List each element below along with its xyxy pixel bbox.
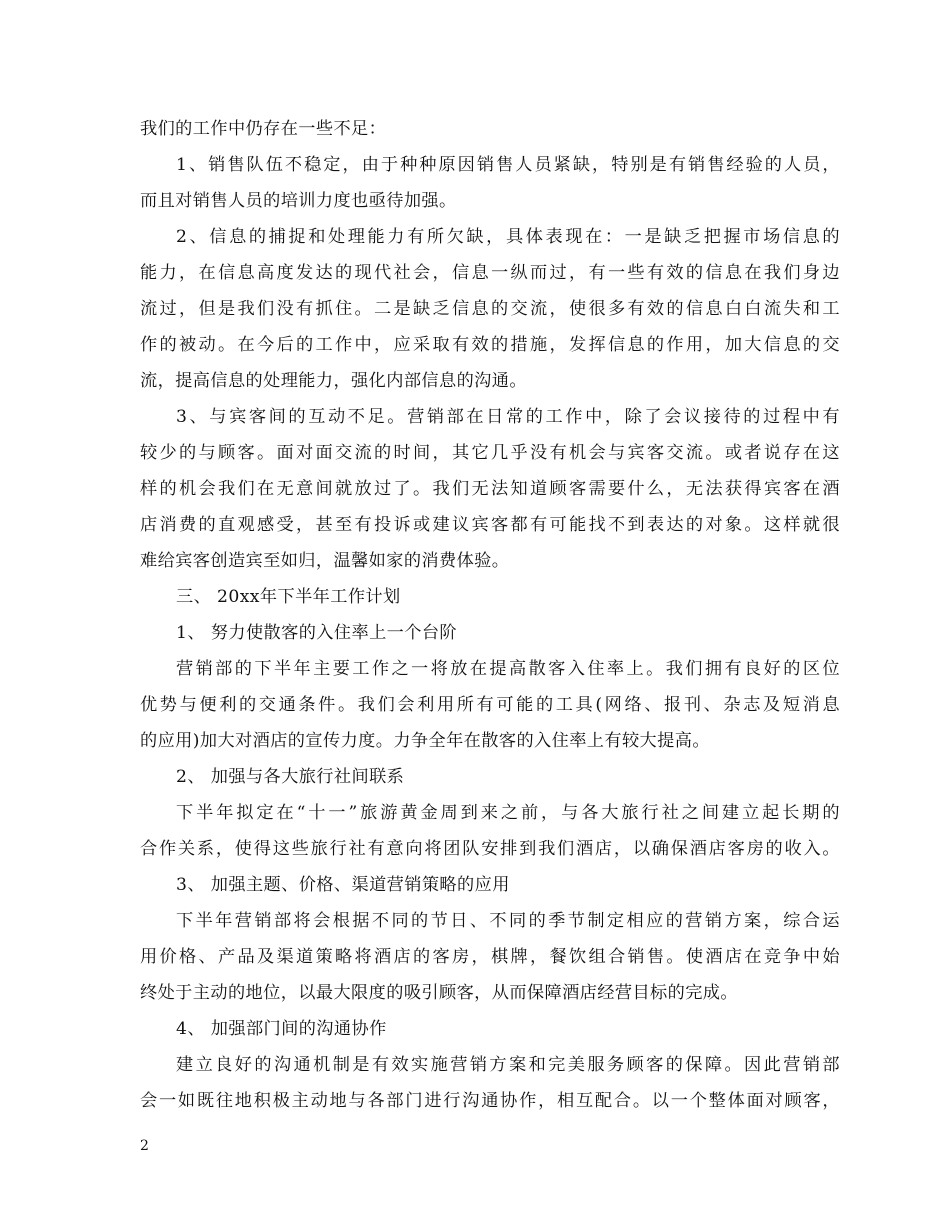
text-line: 店消费的直观感受，甚至有投诉或建议宾客都有可能找不到表达的对象。这样就很	[140, 515, 840, 535]
text-line: 优势与便利的交通条件。我们会利用所有可能的工具(网络、报刊、杂志及短消息	[140, 695, 840, 715]
text-line: 而且对销售人员的培训力度也亟待加强。	[140, 191, 457, 211]
page-number: 2	[140, 1138, 149, 1154]
text-line: 难给宾客创造宾至如归，温馨如家的消费体验。	[140, 551, 510, 571]
text-line: 终处于主动的地位，以最大限度的吸引顾客，从而保障酒店经营目标的完成。	[140, 983, 738, 1003]
text-line: 作的被动。在今后的工作中，应采取有效的措施，发挥信息的作用，加大信息的交	[140, 335, 840, 355]
text-line: 会一如既往地积极主动地与各部门进行沟通协作，相互配合。以一个整体面对顾客，	[140, 1091, 840, 1111]
text-line: 2、信息的捕捉和处理能力有所欠缺，具体表现在：一是缺乏把握市场信息的	[176, 227, 840, 247]
subheading: 4、 加强部门间的沟通协作	[176, 1019, 387, 1039]
text-line: 下半年拟定在“十一”旅游黄金周到来之前，与各大旅行社之间建立起长期的	[176, 803, 840, 823]
section-heading: 三、 20xx年下半年工作计划	[176, 587, 401, 607]
text-line: 建立良好的沟通机制是有效实施营销方案和完美服务顾客的保障。因此营销部	[176, 1055, 840, 1075]
text-line: 1、销售队伍不稳定，由于种种原因销售人员紧缺，特别是有销售经验的人员，	[176, 155, 840, 175]
text-line: 样的机会我们在无意间就放过了。我们无法知道顾客需要什么，无法获得宾客在酒	[140, 479, 840, 499]
text-line: 3、与宾客间的互动不足。营销部在日常的工作中，除了会议接待的过程中有	[176, 407, 840, 427]
text-line: 营销部的下半年主要工作之一将放在提高散客入住率上。我们拥有良好的区位	[176, 659, 840, 679]
subheading: 3、 加强主题、价格、渠道营销策略的应用	[176, 875, 510, 895]
text-line: 流，提高信息的处理能力，强化内部信息的沟通。	[140, 371, 527, 391]
text-line: 能力，在信息高度发达的现代社会，信息一纵而过，有一些有效的信息在我们身边	[140, 263, 840, 283]
subheading: 2、 加强与各大旅行社间联系	[176, 767, 405, 787]
subheading: 1、 努力使散客的入住率上一个台阶	[176, 623, 458, 643]
text-line: 流过，但是我们没有抓住。二是缺乏信息的交流，使很多有效的信息白白流失和工	[140, 299, 840, 319]
text-line: 的应用)加大对酒店的宣传力度。力争全年在散客的入住率上有较大提高。	[140, 731, 710, 751]
text-line: 合作关系，使得这些旅行社有意向将团队安排到我们酒店，以确保酒店客房的收入。	[140, 839, 840, 859]
text-line: 较少的与顾客。面对面交流的时间，其它几乎没有机会与宾客交流。或者说存在这	[140, 443, 840, 463]
text-line: 用价格、产品及渠道策略将酒店的客房，棋牌，餐饮组合销售。使酒店在竞争中始	[140, 947, 840, 967]
text-line: 下半年营销部将会根据不同的节日、不同的季节制定相应的营销方案，综合运	[176, 911, 840, 931]
text-line: 我们的工作中仍存在一些不足：	[140, 119, 387, 139]
